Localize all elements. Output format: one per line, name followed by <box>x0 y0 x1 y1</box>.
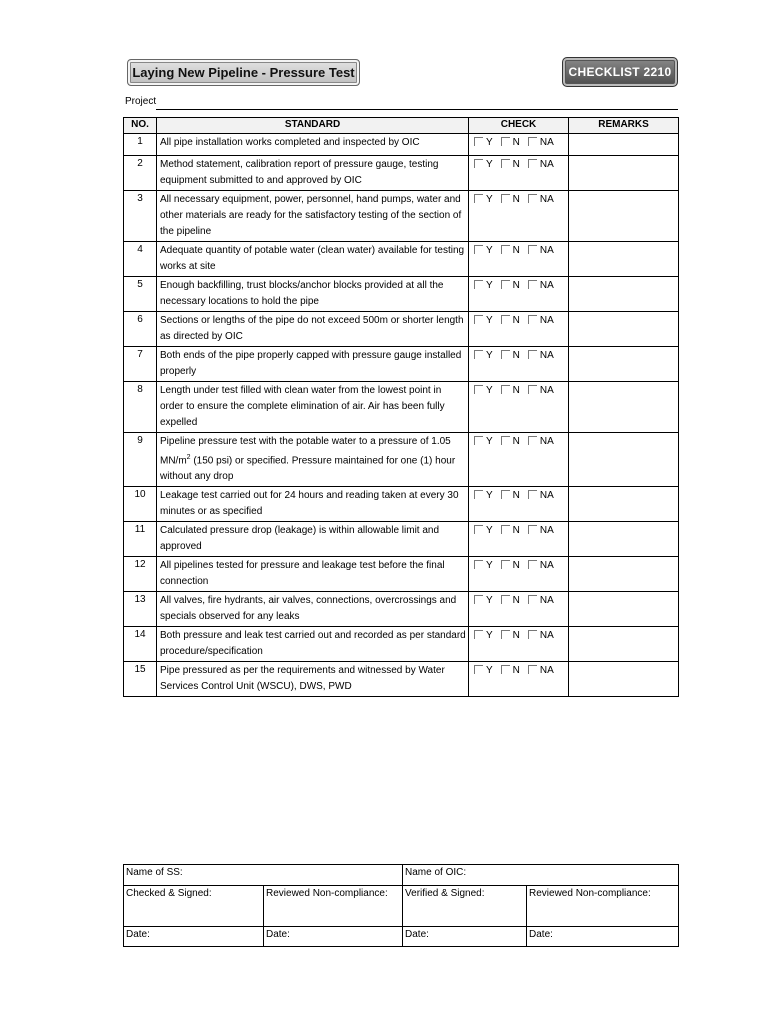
check-option-n[interactable] <box>501 315 520 326</box>
remarks-cell[interactable] <box>569 433 679 487</box>
check-option-label: Y <box>486 630 493 642</box>
check-option-label: N <box>512 315 520 326</box>
check-options <box>469 382 569 433</box>
check-option-label: Y <box>486 245 493 256</box>
checkbox-n[interactable] <box>501 280 510 289</box>
table-row <box>124 627 679 662</box>
checkbox-na[interactable] <box>528 665 537 674</box>
standard-text <box>157 487 469 522</box>
checkbox-y[interactable] <box>474 560 483 569</box>
checkbox-na[interactable] <box>528 525 537 534</box>
check-options <box>469 627 569 662</box>
check-option-label: NA <box>539 560 554 572</box>
check-option-label: N <box>512 245 520 256</box>
date-field-2[interactable]: Date: <box>264 927 403 947</box>
check-option-n[interactable] <box>501 245 520 256</box>
checkbox-y[interactable] <box>474 137 483 146</box>
check-option-label: NA <box>539 595 554 607</box>
check-option-label: N <box>512 630 520 642</box>
standard-text-main: Leakage test carried out for 24 hours and reading taken at every 30 minutes or as specified <box>160 490 459 518</box>
check-option-na[interactable] <box>528 436 554 447</box>
check-option-label: Y <box>486 665 493 677</box>
checkbox-n[interactable] <box>501 315 510 324</box>
checkbox-na[interactable] <box>528 315 537 324</box>
checkbox-na[interactable] <box>528 350 537 359</box>
check-option-na[interactable] <box>528 560 554 571</box>
check-option-label: N <box>512 137 520 148</box>
check-option-label: NA <box>539 490 554 502</box>
check-option-na[interactable] <box>528 595 554 606</box>
row-number: 2 <box>124 156 157 191</box>
standard-text <box>157 242 469 277</box>
standard-text-main: Pipe pressured as per the requirements and witnessed by Water Services Control Unit (WSCU), DWS, PWD <box>160 665 445 693</box>
check-option-n[interactable] <box>501 595 520 606</box>
checkbox-n[interactable] <box>501 490 510 499</box>
check-option-y[interactable] <box>474 560 493 571</box>
row-number: 5 <box>124 277 157 312</box>
standard-text <box>157 191 469 242</box>
check-option-label: N <box>512 595 520 607</box>
check-option-na[interactable] <box>528 315 554 326</box>
checkbox-na[interactable] <box>528 245 537 254</box>
checkbox-na[interactable] <box>528 137 537 146</box>
project-field[interactable] <box>156 109 678 110</box>
check-option-na[interactable] <box>528 630 554 641</box>
row-number: 12 <box>124 557 157 592</box>
checkbox-y[interactable] <box>474 385 483 394</box>
standard-text <box>157 557 469 592</box>
standard-text-main: Method statement, calibration report of pressure gauge, testing equipment submitted to and approved by OIC <box>160 159 439 186</box>
check-option-na[interactable] <box>528 490 554 501</box>
remarks-cell[interactable] <box>569 592 679 627</box>
check-option-na[interactable] <box>528 194 554 205</box>
table-row <box>124 277 679 312</box>
check-option-n[interactable] <box>501 137 520 148</box>
checkbox-n[interactable] <box>501 137 510 146</box>
date-field-4[interactable]: Date: <box>527 927 679 947</box>
row-number: 11 <box>124 522 157 557</box>
checkbox-na[interactable] <box>528 385 537 394</box>
check-option-y[interactable] <box>474 315 493 326</box>
checkbox-na[interactable] <box>528 159 537 168</box>
standard-text <box>157 277 469 312</box>
standard-text-main: Both pressure and leak test carried out and recorded as per standard procedure/specification <box>160 630 466 658</box>
row-number: 1 <box>124 134 157 156</box>
checkbox-n[interactable] <box>501 665 510 674</box>
table-row <box>124 382 679 433</box>
check-option-y[interactable] <box>474 630 493 641</box>
standard-text-main: All necessary equipment, power, personnel, hand pumps, water and other materials are ready for the satisfactory testing of the section of the pipeline <box>160 194 462 237</box>
check-option-n[interactable] <box>501 350 520 361</box>
row-number: 13 <box>124 592 157 627</box>
reviewed-noncompliance-field-oic[interactable]: Reviewed Non-compliance: <box>527 886 679 927</box>
check-option-label: NA <box>539 665 554 677</box>
checkbox-n[interactable] <box>501 194 510 203</box>
check-option-label: Y <box>486 436 493 447</box>
checkbox-y[interactable] <box>474 245 483 254</box>
checkbox-y[interactable] <box>474 665 483 674</box>
check-options <box>469 592 569 627</box>
check-options <box>469 191 569 242</box>
check-option-label: N <box>512 436 520 447</box>
check-option-label: Y <box>486 280 493 291</box>
check-options <box>469 557 569 592</box>
check-options <box>469 312 569 347</box>
check-option-y[interactable] <box>474 665 493 676</box>
check-option-y[interactable] <box>474 159 493 170</box>
check-option-n[interactable] <box>501 525 520 536</box>
check-option-n[interactable] <box>501 194 520 205</box>
check-option-n[interactable] <box>501 280 520 291</box>
check-option-na[interactable] <box>528 159 554 170</box>
checklist-title: Laying New Pipeline - Pressure Test <box>127 59 360 86</box>
checkbox-n[interactable] <box>501 245 510 254</box>
check-options <box>469 156 569 191</box>
check-option-y[interactable] <box>474 137 493 148</box>
table-row <box>124 487 679 522</box>
checkbox-n[interactable] <box>501 436 510 445</box>
table-row <box>124 433 679 487</box>
checkbox-n[interactable] <box>501 630 510 639</box>
check-option-n[interactable] <box>501 490 520 501</box>
checkbox-y[interactable] <box>474 525 483 534</box>
unit-superscript: 2 <box>186 454 191 461</box>
check-options <box>469 487 569 522</box>
checkbox-n[interactable] <box>501 350 510 359</box>
table-row <box>124 347 679 382</box>
check-option-label: NA <box>539 159 554 170</box>
check-option-na[interactable] <box>528 665 554 676</box>
check-option-label: Y <box>486 159 493 170</box>
checkbox-n[interactable] <box>501 560 510 569</box>
check-option-y[interactable] <box>474 350 493 361</box>
standard-text <box>157 382 469 433</box>
check-option-y[interactable] <box>474 245 493 256</box>
check-options <box>469 662 569 697</box>
checkbox-n[interactable] <box>501 159 510 168</box>
check-option-label: NA <box>539 630 554 642</box>
checkbox-na[interactable] <box>528 194 537 203</box>
row-number: 4 <box>124 242 157 277</box>
standard-text <box>157 522 469 557</box>
remarks-cell[interactable] <box>569 382 679 433</box>
standard-text-main: All valves, fire hydrants, air valves, connections, overcrossings and specials observed for any leaks <box>160 595 457 623</box>
remarks-cell[interactable] <box>569 522 679 557</box>
check-option-y[interactable] <box>474 194 493 205</box>
checkbox-n[interactable] <box>501 525 510 534</box>
standard-text-main: Sections or lengths of the pipe do not exceed 500m or shorter length as directed by OIC <box>160 315 464 342</box>
check-option-label: N <box>512 525 520 537</box>
check-option-n[interactable] <box>501 159 520 170</box>
check-option-label: N <box>512 194 520 205</box>
checkbox-na[interactable] <box>528 280 537 289</box>
check-option-label: Y <box>486 525 493 537</box>
row-number: 7 <box>124 347 157 382</box>
checkbox-y[interactable] <box>474 280 483 289</box>
standard-text <box>157 312 469 347</box>
check-option-label: Y <box>486 137 493 148</box>
checklist-table <box>123 117 679 697</box>
check-option-na[interactable] <box>528 350 554 361</box>
table-row <box>124 557 679 592</box>
check-option-label: NA <box>539 350 554 361</box>
remarks-cell[interactable] <box>569 487 679 522</box>
row-number: 10 <box>124 487 157 522</box>
check-option-y[interactable] <box>474 436 493 447</box>
standard-text-main: Both ends of the pipe properly capped with pressure gauge installed properly <box>160 350 462 377</box>
standard-text-continued: (150 psi) or specified. Pressure maintained for one (1) hour without any drop <box>160 455 456 483</box>
remarks-cell[interactable] <box>569 557 679 592</box>
row-number: 9 <box>124 433 157 487</box>
standard-text-main: All pipelines tested for pressure and leakage test before the final connection <box>160 560 445 588</box>
standard-text <box>157 627 469 662</box>
table-row <box>124 592 679 627</box>
check-option-na[interactable] <box>528 385 554 396</box>
standard-text-main: Calculated pressure drop (leakage) is within allowable limit and approved <box>160 525 440 553</box>
check-option-na[interactable] <box>528 245 554 256</box>
standard-text-main: Adequate quantity of potable water (clean water) available for testing works at site <box>160 245 465 272</box>
remarks-cell[interactable] <box>569 134 679 156</box>
check-option-label: Y <box>486 560 493 572</box>
checkbox-na[interactable] <box>528 436 537 445</box>
check-options <box>469 522 569 557</box>
standard-text <box>157 156 469 191</box>
checkbox-na[interactable] <box>528 560 537 569</box>
check-option-n[interactable] <box>501 560 520 571</box>
verified-signed-field[interactable]: Verified & Signed: <box>403 886 527 927</box>
col-header-remarks: REMARKS <box>569 118 679 134</box>
check-option-label: Y <box>486 385 493 396</box>
checklist-number-badge: CHECKLIST 2210 <box>562 57 678 87</box>
table-row <box>124 662 679 697</box>
remarks-cell[interactable] <box>569 312 679 347</box>
standard-text-main: Enough backfilling, trust blocks/anchor blocks provided at all the necessary locations to hold the pipe <box>160 280 444 307</box>
name-of-oic-field[interactable]: Name of OIC: <box>403 865 679 886</box>
standard-text <box>157 134 469 156</box>
name-of-ss-field[interactable]: Name of SS: <box>124 865 403 886</box>
checkbox-y[interactable] <box>474 315 483 324</box>
check-option-label: NA <box>539 280 554 291</box>
check-option-y[interactable] <box>474 280 493 291</box>
row-number: 3 <box>124 191 157 242</box>
check-options <box>469 433 569 487</box>
col-header-check: CHECK <box>469 118 569 134</box>
check-option-label: N <box>512 159 520 170</box>
check-option-n[interactable] <box>501 665 520 676</box>
checkbox-y[interactable] <box>474 630 483 639</box>
check-option-label: NA <box>539 385 554 396</box>
standard-text <box>157 592 469 627</box>
check-option-n[interactable] <box>501 385 520 396</box>
date-field-1[interactable]: Date: <box>124 927 264 947</box>
standard-text <box>157 347 469 382</box>
checkbox-y[interactable] <box>474 194 483 203</box>
checkbox-y[interactable] <box>474 490 483 499</box>
remarks-cell[interactable] <box>569 347 679 382</box>
remarks-cell[interactable] <box>569 662 679 697</box>
check-option-label: Y <box>486 595 493 607</box>
table-row <box>124 522 679 557</box>
checkbox-na[interactable] <box>528 595 537 604</box>
remarks-cell[interactable] <box>569 191 679 242</box>
check-option-label: NA <box>539 436 554 447</box>
checkbox-na[interactable] <box>528 490 537 499</box>
check-option-y[interactable] <box>474 595 493 606</box>
table-row <box>124 191 679 242</box>
check-option-na[interactable] <box>528 137 554 148</box>
checkbox-y[interactable] <box>474 595 483 604</box>
standard-text-main: All pipe installation works completed and inspected by OIC <box>160 137 420 148</box>
check-option-label: NA <box>539 245 554 256</box>
check-option-label: NA <box>539 194 554 205</box>
remarks-cell[interactable] <box>569 627 679 662</box>
check-option-label: Y <box>486 350 493 361</box>
col-header-standard: STANDARD <box>157 118 469 134</box>
check-option-label: Y <box>486 194 493 205</box>
check-options <box>469 347 569 382</box>
table-row <box>124 156 679 191</box>
table-row <box>124 312 679 347</box>
row-number: 6 <box>124 312 157 347</box>
check-options <box>469 134 569 156</box>
check-option-y[interactable] <box>474 525 493 536</box>
checkbox-n[interactable] <box>501 385 510 394</box>
check-options <box>469 277 569 312</box>
standard-text-main: Pipeline pressure test with the potable water to a pressure of 1.05 MN/m <box>160 436 451 467</box>
row-number: 15 <box>124 662 157 697</box>
check-option-label: N <box>512 280 520 291</box>
check-option-n[interactable] <box>501 436 520 447</box>
check-option-label: Y <box>486 490 493 502</box>
check-option-label: Y <box>486 315 493 326</box>
checkbox-y[interactable] <box>474 350 483 359</box>
check-option-label: N <box>512 490 520 502</box>
check-option-label: NA <box>539 315 554 326</box>
checked-signed-field[interactable]: Checked & Signed: <box>124 886 264 927</box>
col-header-no: NO. <box>124 118 157 134</box>
check-option-na[interactable] <box>528 280 554 291</box>
table-row <box>124 134 679 156</box>
signoff-table <box>123 864 679 947</box>
check-option-y[interactable] <box>474 490 493 501</box>
remarks-cell[interactable] <box>569 242 679 277</box>
remarks-cell[interactable] <box>569 156 679 191</box>
table-row <box>124 242 679 277</box>
check-option-label: N <box>512 385 520 396</box>
date-field-3[interactable]: Date: <box>403 927 527 947</box>
standard-text <box>157 433 469 487</box>
checkbox-na[interactable] <box>528 630 537 639</box>
standard-text-main: Length under test filled with clean water from the lowest point in order to ensure the complete elimination of air. Air has been fully expelled <box>160 385 445 428</box>
check-option-na[interactable] <box>528 525 554 536</box>
checkbox-n[interactable] <box>501 595 510 604</box>
check-option-label: N <box>512 560 520 572</box>
project-label: Project <box>125 96 157 107</box>
check-option-label: N <box>512 665 520 677</box>
check-options <box>469 242 569 277</box>
check-option-label: N <box>512 350 520 361</box>
check-option-n[interactable] <box>501 630 520 641</box>
table-header-row <box>124 118 679 134</box>
check-option-label: NA <box>539 137 554 148</box>
remarks-cell[interactable] <box>569 277 679 312</box>
checkbox-y[interactable] <box>474 436 483 445</box>
check-option-label: NA <box>539 525 554 537</box>
standard-text <box>157 662 469 697</box>
row-number: 14 <box>124 627 157 662</box>
checkbox-y[interactable] <box>474 159 483 168</box>
reviewed-noncompliance-field-ss[interactable]: Reviewed Non-compliance: <box>264 886 403 927</box>
row-number: 8 <box>124 382 157 433</box>
check-option-y[interactable] <box>474 385 493 396</box>
